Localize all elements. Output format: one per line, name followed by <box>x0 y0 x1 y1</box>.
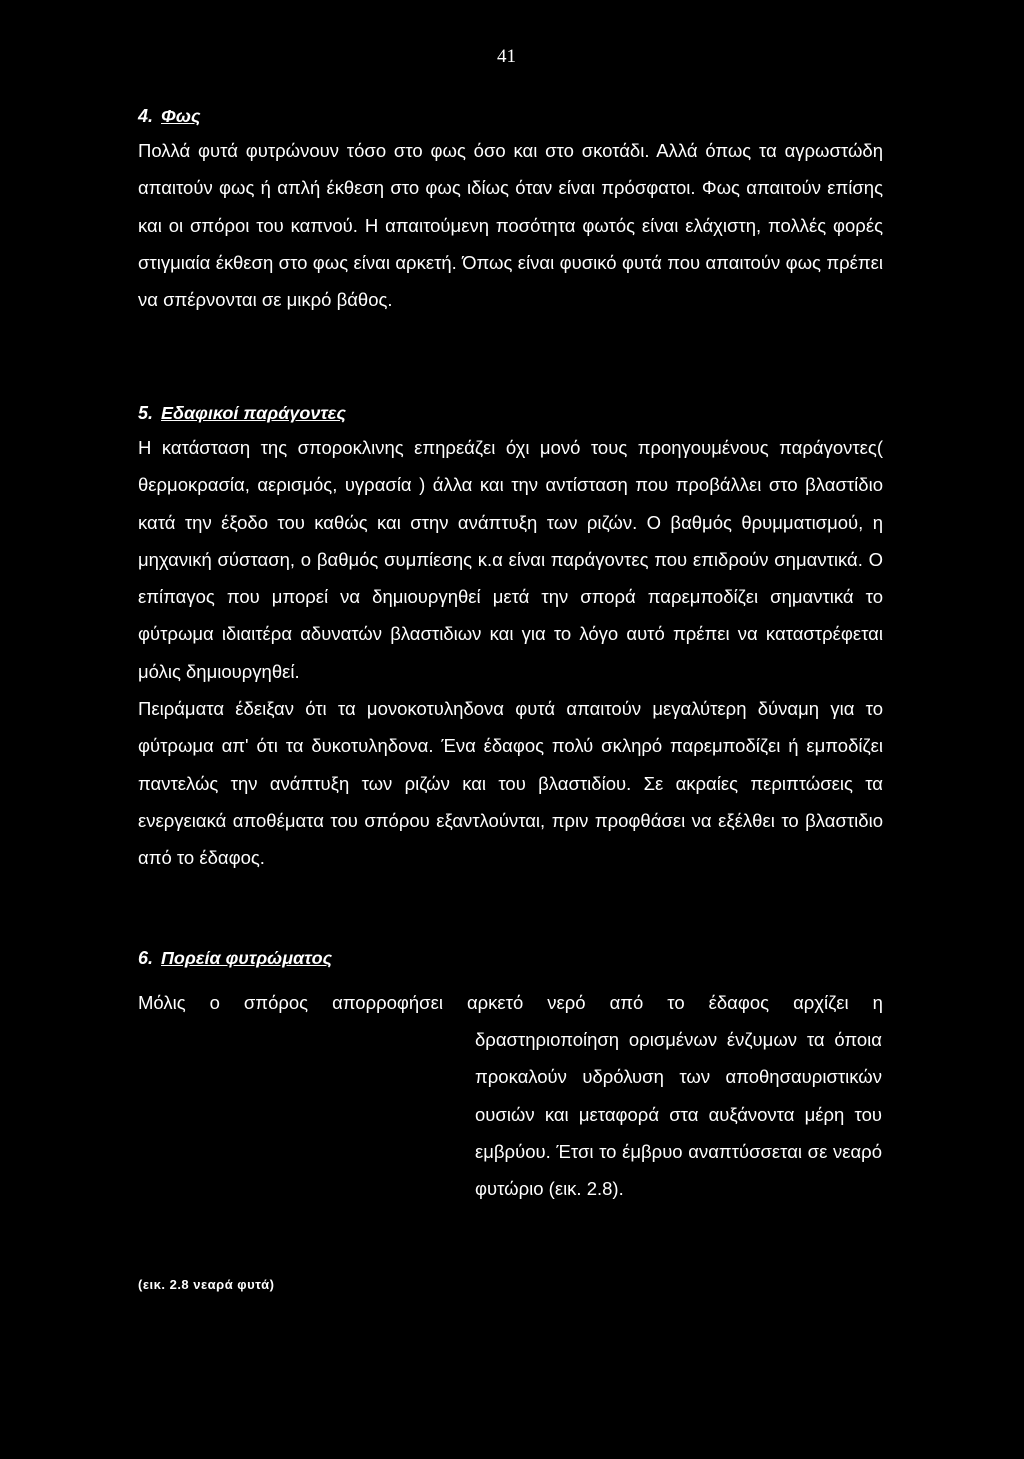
section-4-title: Φως <box>161 106 201 126</box>
lead-word: αρχίζει <box>793 992 849 1013</box>
section-6-lead-line <box>138 984 883 1021</box>
lead-word: σπόρος <box>243 992 309 1013</box>
section-6-heading <box>138 946 883 970</box>
section-6-title: Πορεία φυτρώματος <box>161 948 333 968</box>
lead-word: έδαφος <box>708 992 770 1013</box>
section-5-paragraph-2: Πειράματα έδειξαν ότι τα μονοκοτυληδονα φυτά απαιτούν μεγαλύτερη δύναμη για το φύτρωμα απ' ότι τα δυκοτυληδονα. Ένα έδαφος πολύ σκληρό παρεμποδίζει ή εμποδίζει παντελώς την ανάπτυξη των ριζών και του βλαστιδίου. Σε ακραίες περιπτώσεις τα ενεργειακά αποθέματα του σπόρου εξαντλούνται, πριν προφθάσει να εξέλθει το βλαστιδιο από το έδαφος. <box>138 698 883 869</box>
figure-caption: (εικ. 2.8 νεαρά φυτά) <box>138 1277 275 1292</box>
section-4 <box>138 104 883 318</box>
section-6-continuation: δραστηριοποίηση ορισμένων ένζυμων τα όποια προκαλούν υδρόλυση των αποθησαυριστικών ουσιών και μεταφορά στα αυξάνοντα μέρη του εμβρύου. Έτσι το έμβρυο αναπτύσσεται σε νεαρό φυτώριο (εικ. 2.8). <box>475 1029 882 1200</box>
lead-word: η <box>872 992 883 1013</box>
section-6-number: 6. <box>138 948 154 968</box>
lead-word: νερό <box>547 992 586 1013</box>
section-5-number: 5. <box>138 403 154 423</box>
page-number: 41 <box>497 46 516 67</box>
section-5-paragraph-1: Η κατάσταση της σποροκλινης επηρεάζει όχι μονό τους προηγουμένους παράγοντες( θερμοκρασία, αερισμός, υγρασία ) άλλα και την αντίσταση που προβάλλει στο βλαστίδιο κατά την έξοδο του καθώς και στην ανάπτυξη των ριζών. Ο βαθμός θρυμματισμού, η μηχανική σύσταση, ο βαθμός συμπίεσης κ.α είναι παράγοντες που επιδρούν σημαντικά. Ο επίπαγος που μπορεί να δημιουργηθεί μετά την σπορά παρεμποδίζει σημαντικά το φύτρωμα ιδιαιτέρα αδυνατών βλαστιδιων και για το λόγο αυτό πρέπει να καταστρέφεται μόλις δημιουργηθεί. <box>138 437 883 682</box>
lead-word: το <box>667 992 685 1013</box>
section-5-title: Εδαφικοί παράγοντες <box>161 403 346 423</box>
section-4-text: Πολλά φυτά φυτρώνουν τόσο στο φως όσο και στο σκοτάδι. Αλλά όπως τα αγρωστώδη απαιτούν φως ή απλή έκθεση στο φως ιδίως όταν είναι πρόσφατοι. Φως απαιτούν επίσης και οι σπόροι του καπνού. Η απαιτούμενη ποσότητα φωτός είναι ελάχιστη, πολλές φορές στιγμιαία έκθεση στο φως είναι αρκετή. Όπως είναι φυσικό φυτά που απαιτούν φως πρέπει να σπέρνονται σε μικρό βάθος. <box>138 140 883 311</box>
section-5-heading <box>138 401 883 425</box>
lead-word: από <box>609 992 644 1013</box>
section-4-number: 4. <box>138 106 154 126</box>
lead-word: απορροφήσει <box>332 992 443 1013</box>
lead-word: ο <box>209 992 220 1013</box>
section-5 <box>138 401 883 877</box>
lead-word: Μόλις <box>138 992 186 1013</box>
section-4-heading <box>138 104 883 128</box>
lead-word: αρκετό <box>466 992 524 1013</box>
